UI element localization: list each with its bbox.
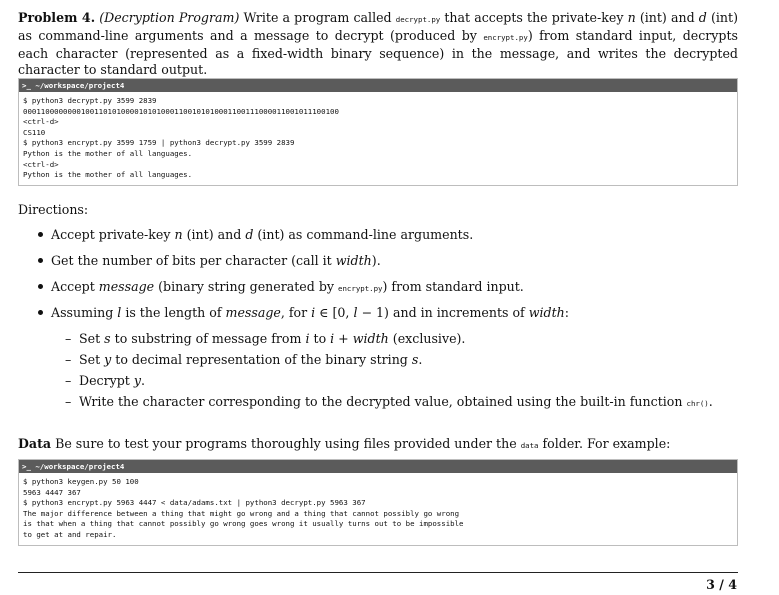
terminal-line: $ python3 encrypt.py 3599 1759 | python3 decrypt.py 3599 2839 bbox=[23, 138, 295, 148]
terminal-line: Python is the mother of all languages. bbox=[23, 170, 193, 180]
terminal-line: $ python3 decrypt.py 3599 2839 bbox=[23, 96, 157, 105]
terminal-block-1 bbox=[18, 78, 738, 186]
var-n: n bbox=[627, 10, 636, 25]
list-item: Accept message (binary string generated by encrypt.py) from standard input. bbox=[18, 279, 738, 305]
problem-label: Problem 4. bbox=[18, 10, 96, 25]
terminal-line: The major difference between a thing that might go wrong and a thing that cannot possibly go wrong bbox=[23, 508, 460, 518]
terminal-title-bar bbox=[19, 79, 737, 92]
terminal-block-2 bbox=[18, 459, 738, 546]
terminal-prompt-icon: >_ bbox=[22, 462, 36, 471]
problem-text: that accepts the private-key bbox=[440, 10, 628, 25]
problem-paragraph bbox=[18, 10, 738, 78]
directions-heading: Directions: bbox=[18, 202, 89, 217]
directions-list bbox=[18, 227, 738, 331]
sub-list-item: – Decrypt y. bbox=[18, 373, 738, 394]
sub-list-item: – Set y to decimal representation of the binary string s. bbox=[18, 352, 738, 373]
directions-sublist bbox=[18, 331, 738, 415]
terminal-line: $ python3 keygen.py 50 100 bbox=[23, 477, 139, 486]
terminal-line: $ python3 encrypt.py 5963 4447 < data/adams.txt | python3 decrypt.py 5963 367 bbox=[23, 498, 366, 508]
terminal-title: ~/workspace/project4 bbox=[35, 462, 125, 471]
terminal-line: CS110 bbox=[23, 127, 46, 137]
problem-text: (int) as command-line arguments and a message to decrypt (produced by bbox=[18, 10, 738, 43]
data-paragraph: Data Be sure to test your programs thoroughly using files provided under the data folder. For example: bbox=[18, 436, 671, 451]
problem-text: (int) and bbox=[635, 10, 699, 25]
problem-text: ) from standard input, decrypts each character (represented as a fixed-width binary sequence) in the message, and writes the decrypted character to standard output. bbox=[18, 28, 739, 77]
terminal-title: ~/workspace/project4 bbox=[35, 81, 125, 90]
data-label: Data bbox=[18, 436, 52, 451]
var-d: d bbox=[698, 10, 707, 25]
list-item: Get the number of bits per character (call it width). bbox=[18, 253, 738, 279]
sub-list-item: – Set s to substring of message from i to i + width (exclusive). bbox=[18, 331, 738, 352]
problem-title: (Decryption Program) bbox=[99, 10, 240, 25]
terminal-line: to get at and repair. bbox=[23, 529, 117, 539]
page-number: 3 / 4 bbox=[706, 577, 737, 592]
terminal-line: 00011000000001001101010000101010001100101010001100111000011001011100100 bbox=[23, 106, 339, 116]
terminal-line: is that when a thing that cannot possibly go wrong goes wrong it usually turns out to be impossible bbox=[23, 519, 464, 529]
sub-list-item: – Write the character corresponding to the decrypted value, obtained using the built-in function chr(). bbox=[18, 394, 738, 415]
terminal-prompt-icon: >_ bbox=[22, 81, 36, 90]
data-folder-name: data bbox=[520, 441, 539, 450]
list-item: Assuming l is the length of message, for i ∈ [0, l − 1) and in increments of width: bbox=[18, 305, 738, 331]
footer-rule bbox=[18, 572, 738, 573]
terminal-body bbox=[19, 92, 737, 185]
terminal-title-bar bbox=[19, 460, 737, 473]
program-name: decrypt.py bbox=[395, 15, 441, 24]
list-item: Accept private-key n (int) and d (int) as command-line arguments. bbox=[18, 227, 738, 253]
encrypt-program-name: encrypt.py bbox=[483, 33, 528, 42]
terminal-body bbox=[19, 473, 737, 545]
terminal-line: <ctrl-d> bbox=[23, 159, 59, 169]
problem-text: Write a program called bbox=[239, 10, 396, 25]
terminal-line: Python is the mother of all languages. bbox=[23, 148, 193, 158]
terminal-line: 5963 4447 367 bbox=[23, 487, 81, 497]
terminal-line: <ctrl-d> bbox=[23, 117, 59, 127]
